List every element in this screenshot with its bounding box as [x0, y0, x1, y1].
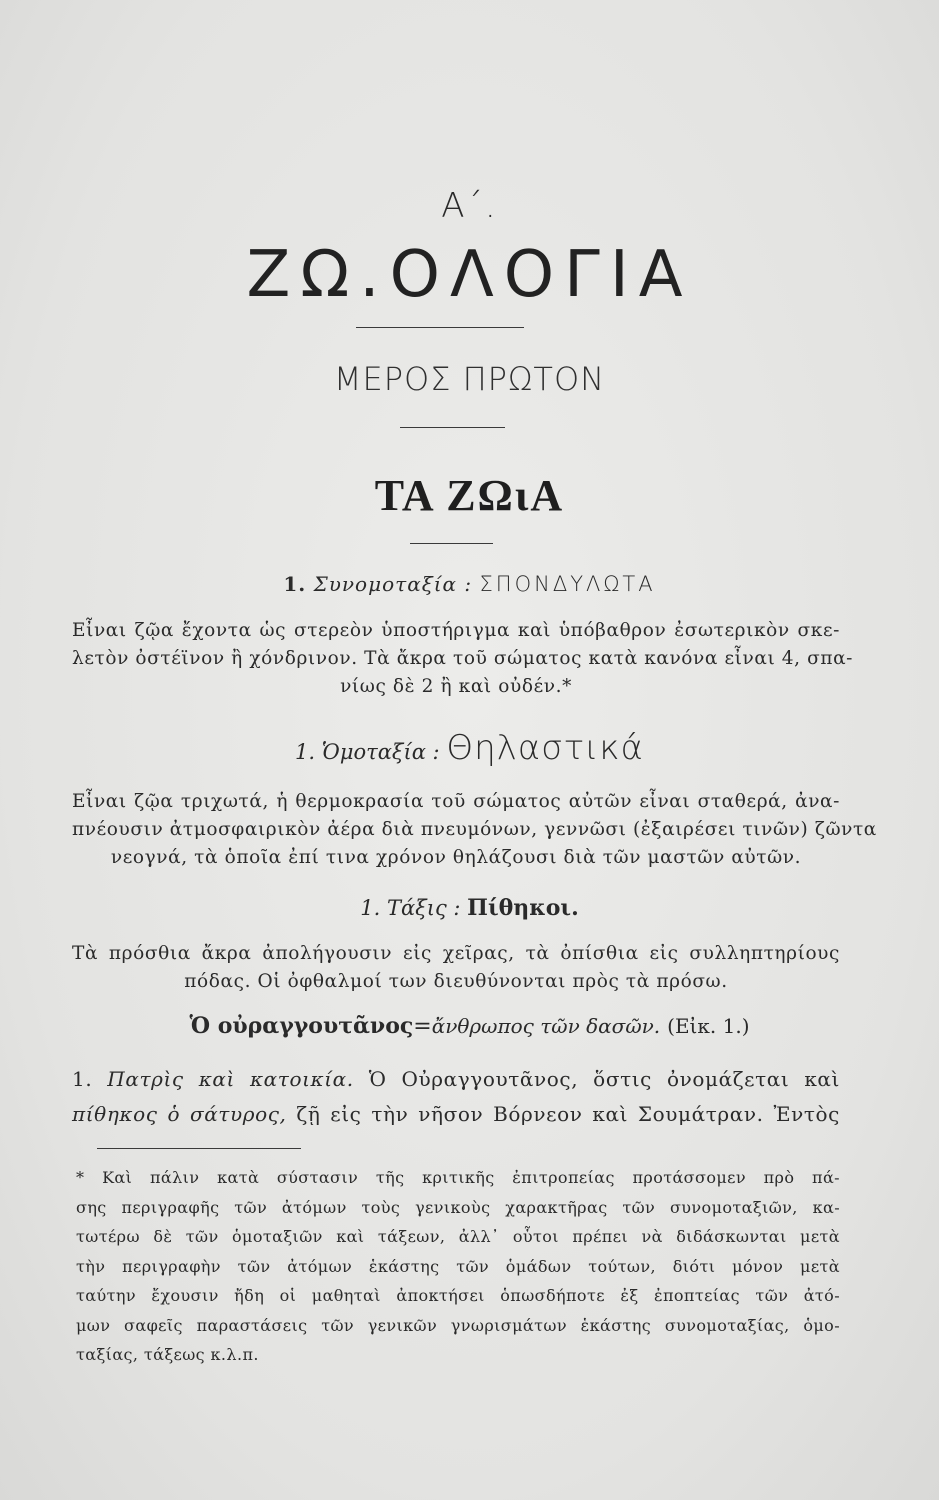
order-number: 1. — [360, 896, 381, 920]
phylum-number: 1. — [283, 572, 307, 596]
class-line: πνέουσιν ἀτμοσφαιρικὸν ἀέρα διὰ πνευμόνων, γεννῶσι (ἐξαιρέσει τινῶν) ζῶντα — [72, 819, 877, 840]
species-equals: = — [413, 1014, 432, 1039]
footnote-line: ταξίας, τάξεως κ.λ.π. — [76, 1345, 259, 1364]
class-name: Θηλαστικά — [446, 728, 644, 768]
species-common-name: ἄνθρωπος τῶν δασῶν. — [431, 1014, 661, 1038]
footnote — [76, 1163, 840, 1370]
habitat-text: Ὁ Οὐραγγουτᾶνος, ὅστις ὀνομάζεται καὶ — [368, 1067, 840, 1091]
footnote-line: * Καὶ πάλιν κατὰ σύστασιν τῆς κριτικῆς ἐπιτροπείας προτάσσομεν πρὸ πά- — [76, 1168, 840, 1187]
footnote-line: μων σαφεῖς παραστάσεις τῶν γενικῶν γνωρισμάτων ἑκάστης συνομοταξίας, ὁμο- — [76, 1315, 840, 1335]
class-line: Εἶναι ζῷα τριχωτά, ἡ θερμοκρασία τοῦ σώματος αὐτῶν εἶναι σταθερά, ἀνα- — [72, 791, 840, 812]
order-name: Πίθηκοι. — [467, 895, 579, 921]
class-description — [72, 788, 877, 872]
part-title: ΜΕΡΟΣ ΠΡΩΤΟΝ — [333, 360, 606, 398]
habitat-heading: Πατρὶς καὶ κατοικία. — [107, 1067, 354, 1091]
habitat-line-1 — [72, 1062, 840, 1097]
class-heading — [0, 728, 939, 768]
title-rule — [356, 327, 524, 328]
order-heading — [0, 895, 939, 921]
footnote-rule — [97, 1148, 301, 1149]
part-rule — [400, 427, 505, 428]
section-rule — [410, 543, 493, 544]
habitat-paragraph — [72, 1062, 840, 1132]
part-letter: Α΄. — [441, 186, 498, 226]
figure-reference: (Εἰκ. 1.) — [667, 1014, 750, 1038]
habitat-text: ζῇ εἰς τὴν νῆσον Βόρνεον καὶ Σουμάτραν. Ἐντὸς — [296, 1102, 840, 1126]
footnote-line: τωτέρω δὲ τῶν ὁμοταξιῶν καὶ τάξεων, ἀλλ᾽ οὗτοι πρέπει νὰ διδάσκωνται μετὰ — [76, 1227, 840, 1246]
phylum-description — [72, 617, 854, 701]
phylum-label: Συνομοταξία : — [313, 572, 473, 596]
habitat-number: 1. — [72, 1067, 93, 1091]
class-label: Ὁμοταξία : — [321, 740, 440, 764]
phylum-line: λετὸν ὀστέϊνον ἢ χόνδρινον. Τὰ ἄκρα τοῦ σώματος κατὰ κανόνα εἶναι 4, σπα- — [72, 648, 854, 669]
habitat-italic-name: πίθηκος ὁ σάτυρος, — [72, 1102, 287, 1126]
species-heading — [0, 1013, 939, 1039]
footnote-line: σης περιγραφῆς τῶν ἀτόμων τοὺς γενικοὺς χαρακτῆρας τῶν συνομοταξιῶν, κα- — [76, 1197, 840, 1217]
footnote-marker: * — [76, 1168, 85, 1187]
order-label: Τάξις : — [386, 896, 461, 920]
footnote-line: τὴν περιγραφὴν τῶν ἀτόμων ἑκάστης τῶν ὁμάδων τούτων, διότι μόνον μετὰ — [76, 1256, 840, 1276]
species-name: Ὁ οὐραγγουτᾶνος — [189, 1013, 414, 1039]
phylum-line: Εἶναι ζῷα ἔχοντα ὡς στερεὸν ὑποστήριγμα καὶ ὑπόβαθρον ἐσωτερικὸν σκε- — [72, 620, 840, 641]
footnote-line: ταύτην ἔχουσιν ἤδη οἱ μαθηταὶ ἀποκτήσει ὁπωσδήποτε ἐξ ἐποπτείας τῶν ἀτό- — [76, 1286, 840, 1305]
order-description — [72, 940, 840, 996]
phylum-heading — [0, 572, 939, 596]
main-title: ΖΩ.ΟΛΟΓΙΑ — [246, 238, 693, 312]
order-line: πόδας. Οἱ ὀφθαλμοί των διευθύνονται πρὸς τὰ πρόσω. — [184, 971, 728, 992]
class-number: 1. — [295, 740, 316, 764]
phylum-name: ΣΠΟΝΔΥΛΩΤΑ — [479, 572, 656, 596]
phylum-line: νίως δὲ 2 ἢ καὶ οὐδέν.* — [340, 676, 572, 697]
order-line: Τὰ πρόσθια ἄκρα ἀπολήγουσιν εἰς χεῖρας, τὰ ὀπίσθια εἰς συλληπτηρίους — [72, 943, 840, 964]
class-line: νεογνά, τὰ ὁποῖα ἐπί τινα χρόνον θηλάζουσι διὰ τῶν μαστῶν αὐτῶν. — [110, 847, 802, 868]
section-title: ΤΑ ΖΩιΑ — [374, 471, 565, 520]
habitat-line-2 — [72, 1097, 840, 1132]
